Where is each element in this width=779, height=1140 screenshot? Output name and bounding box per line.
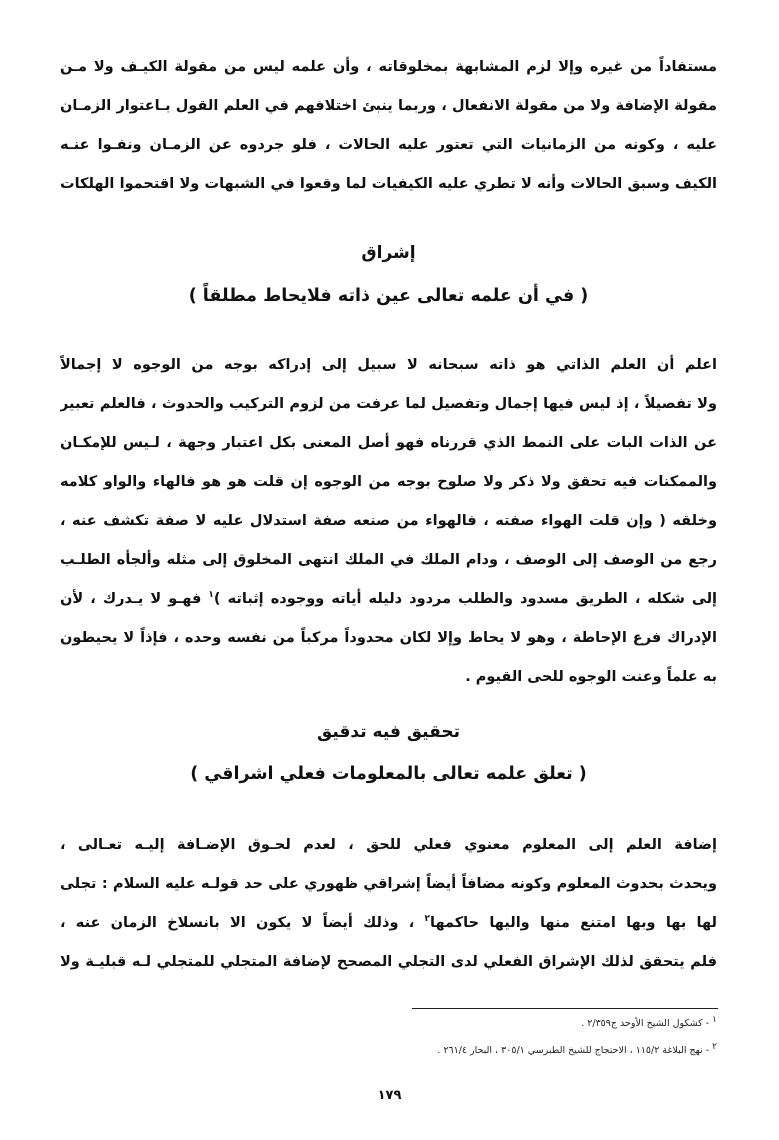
text-line: رجع من الوصف إلى الوصف ، ودام الملك في الملك انتهى المخلوق إلى مثله وألجأه الطلـب: [60, 552, 717, 568]
section-subtitle-tahqiq: ( تعلق علمه تعالى بالمعلومات فعلي اشراقي ): [190, 764, 587, 784]
text-line: به علماً وعنت الوجوه للحى القيوم .: [465, 669, 717, 685]
text-line: والممكنات فيه تحقق ولا ذكر ولا صلوح بوجه من الوجوه إن قلت هو هو فالهاء والواو كلامه: [60, 474, 717, 490]
paragraph-3: [60, 826, 717, 982]
footnote-1: [200, 1014, 717, 1029]
footnote-divider: [412, 1008, 718, 1009]
footnote-mark: ٢: [424, 914, 430, 925]
footnote-number: ٢: [712, 1041, 717, 1052]
footnote-2: [200, 1041, 717, 1056]
paragraph-2: [60, 346, 717, 697]
paragraph-1: [60, 48, 717, 204]
text-line: مقولة الإضافة ولا من مقولة الانفعال ، وربما ينبئ اختلافهم في العلم القول بـاعتوار الزمـان: [60, 98, 717, 114]
text-line: فلم يتحقق لذلك الإشراق الفعلي لدى التجلي المصحح لإضافة المتجلي للمتجلي لـه قبليـة ولا: [60, 954, 717, 970]
footnote-text: - نهج البلاغة ١١٥/٢ ، الاحتجاج للشيخ الطبرسي ٣٠٥/١ ، البحار ٢٦١/٤ .: [437, 1045, 710, 1056]
section-title-ishraq: إشراق: [361, 243, 416, 263]
section-subtitle-ishraq: ( في أن علمه تعالى عين ذاته فلايحاط مطلقاً ): [188, 286, 589, 306]
text-line: وخلقه ( وإن قلت الهواء صفته ، فالهواء من صنعه صفة استدلال عليه لا صفة تكشف عنه ،: [60, 513, 717, 529]
page-number: ١٧٩: [377, 1088, 402, 1103]
line-text: لها بها وبها امتنع منها واليها حاكمها: [430, 915, 717, 931]
text-line: عن الذات البات على النمط الذي قررناه فهو أصل المعنى بكل اعتبار وجهة ، لـيس للإمكـان: [60, 435, 717, 451]
footnote-mark: ١: [208, 590, 214, 601]
text-line: الكيف وسبق الحالات وأنه لا تطري عليه الكيفيات لما وقعوا في الشبهات ولا اقتحموا الهلكات: [60, 176, 717, 192]
text-line: اعلم أن العلم الذاتي هو ذاته سبحانه لا سبيل إلى إدراكه بوجه من الوجوه لا إجمالاً: [60, 357, 717, 373]
section-title-tahqiq: تحقيق فيه تدقيق: [317, 722, 460, 742]
line-text: فهـو لا يـدرك ، لأن: [60, 591, 209, 607]
line-text: ، وذلك أيضاً لا يكون الا بانسلاخ الزمان عنه ،: [60, 915, 425, 931]
text-line: ولا تفصيلاً ، إذ ليس فيها إجمال وتفصيل لما عرفت من لزوم التركيب والحدوث ، فالعلم تعبير: [60, 396, 717, 412]
text-line: ويحدث بحدوث المعلوم وكونه مضافاً أيضاً إشراقي ظهوري على حد قولـه عليه السلام : تجلى: [60, 876, 717, 892]
footnote-number: ١: [712, 1014, 717, 1025]
text-line: عليه ، وكونه من الزمانيات التي تعتور عليه الحالات ، فلو جردوه عن الزمـان ونفـوا عنـه: [60, 137, 717, 153]
text-line-with-footnote: [60, 904, 717, 943]
text-line: مستفاداً من غيره وإلا لزم المشابهة بمخلوقاته ، وأن علمه ليس من مقولة الكيـف ولا مـن: [60, 59, 717, 75]
text-line-with-footnote: [60, 580, 717, 619]
text-line: الإدراك فرع الإحاطة ، وهو لا يحاط وإلا لكان محدوداً مركباً من نفسه وحده ، فإذاً لا يحيطون: [60, 630, 717, 646]
line-text: إلى شكله ، الطريق مسدود والطلب مردود دليله أياته ووجوده إثباته ): [213, 591, 717, 607]
footnote-text: - كشكول الشيخ الأوحد ج٢/٣٥٩ .: [581, 1018, 710, 1029]
text-line: إضافة العلم إلى المعلوم معنوي فعلي للحق ، لعدم لحـوق الإضـافة إليـه تعـالى ،: [60, 837, 717, 853]
